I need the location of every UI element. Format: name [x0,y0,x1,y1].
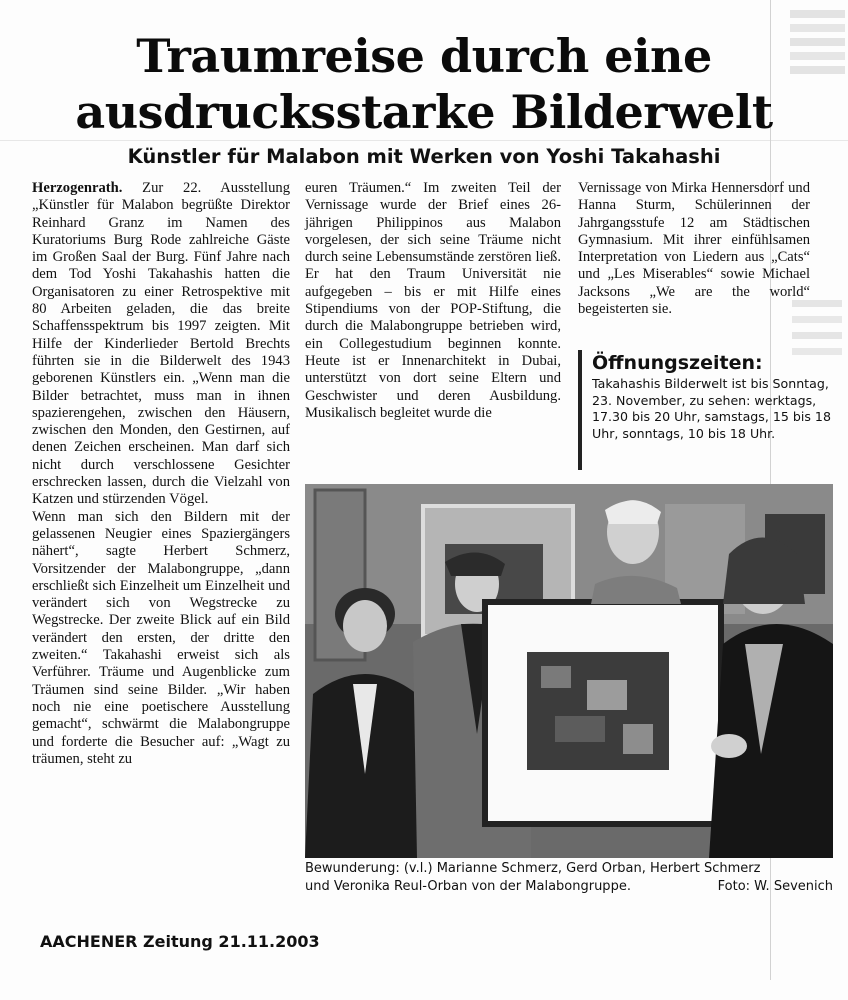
subheadline: Künstler für Malabon mit Werken von Yoshi Takahashi [127,145,721,168]
article-column-3 [578,180,810,318]
opening-hours-heading: Öffnungszeiten: [592,352,763,374]
photo-caption [305,860,833,896]
photo-caption-line-2: und Veronika Reul-Orban von der Malabongruppe. [305,879,631,894]
opening-hours-body: Takahashis Bilderwelt ist bis Sonntag, 23. November, zu sehen: werktags, 17.30 bis 20 Uhr, samstags, 15 bis 18 Uhr, sonntags, 10 bis 18 Uhr. [592,376,831,441]
photo-credit: Foto: W. Sevenich [717,879,833,894]
photo-caption-line-1: Bewunderung: (v.l.) Marianne Schmerz, Gerd Orban, Herbert Schmerz [305,861,761,876]
article-photo [305,484,833,858]
column-1-paragraph-2: Wenn man sich den Bildern mit der gelassenen Neugier eines Spaziergängers nähert“, sagte Herbert Schmerz, Vorsitzender der Malabongruppe, „dann erschließt sich Einzelheit um Einzelheit und verändert sich von Wegstrecke zu Wegstrecke. Der zweite Blick auf ein Bild verändert den ersten, der dritte den zweiten.“ Takahashi erweist sich als Verführer. Träume und Augenblicke zum Träumen sind seine Bilder. „Wir haben noch nie eine poetischere Ausstellung gemacht“, schwärmt die Malabongruppe und forderte die Besucher auf: „Wagt zu träumen, steht zu [32,508,290,767]
article-column-1 [32,180,290,898]
top-margin-rule [0,140,848,141]
column-2-paragraph: euren Träumen.“ Im zweiten Teil der Vernissage wurde der Brief eines 26-jährigen Philippinos aus Malabon vorgelesen, der sich seine Träume nicht durch seine Lebensumstände zerstören ließ. Er hat den Traum Universität nie aufgegeben – bis er mit Hilfe eines Stipendiums von der POP-Stiftung, die durch die Malabongruppe betrieben wird, ein Collegestudium beginnen konnte. Heute ist er Innenarchitekt in Dubai, unterstützt von dort seine Eltern und Geschwister und deren Ausbildung. Musikalisch begleitet wurde die [305,180,561,421]
photo-illustration [305,484,833,858]
column-1-paragraph-1: Zur 22. Ausstellung „Künstler für Malabon begrüßte Direktor Reinhard Granz im Namen des Kuratoriums Burg Rode zahlreiche Gäste im Großen Saal der Burg. Fünf Jahre nach dem Tod Yoshi Takahashis hatten die Organisatoren zu einer Retrospektive mit 80 Arbeiten geladen, die das breite Schaffensspektrum bis 1997 zeigten. Mit Hilfe der Kinderlieder Bertold Brechts führten sie in die Bilderwelt des 1943 geborenen Künstlers ein. „Wenn man die Bilder betrachtet, muss man in ihnen spazierengehen, zwischen den Häusern, zwischen den Monden, den Gestirnen, auf denen Zeichen erscheinen. Man darf sich nicht durch verschlossene Gesichter erschrecken lassen, durch die Vielzahl von Katzen und stürzenden Vögel. [32,180,290,508]
article-column-2 [305,180,561,480]
opening-hours-box [578,350,832,470]
source-note: AACHENER Zeitung 21.11.2003 [40,932,320,951]
dateline: Herzogenrath. [32,180,123,196]
headline-line-1: Traumreise durch eine [136,29,712,83]
headline-line-2: ausdrucksstarke Bilderwelt [75,85,773,139]
column-3-paragraph: Vernissage von Mirka Hennersdorf und Hanna Sturm, Schülerinnen der Jahrgangsstufe 12 am Städtischen Gymnasium. Mit ihrer einfühlsamen Interpretation von Liedern aus „Cats“ und „Les Miserables“ sowie Michael Jacksons „We are the world“ begeisterten sie. [578,180,810,318]
